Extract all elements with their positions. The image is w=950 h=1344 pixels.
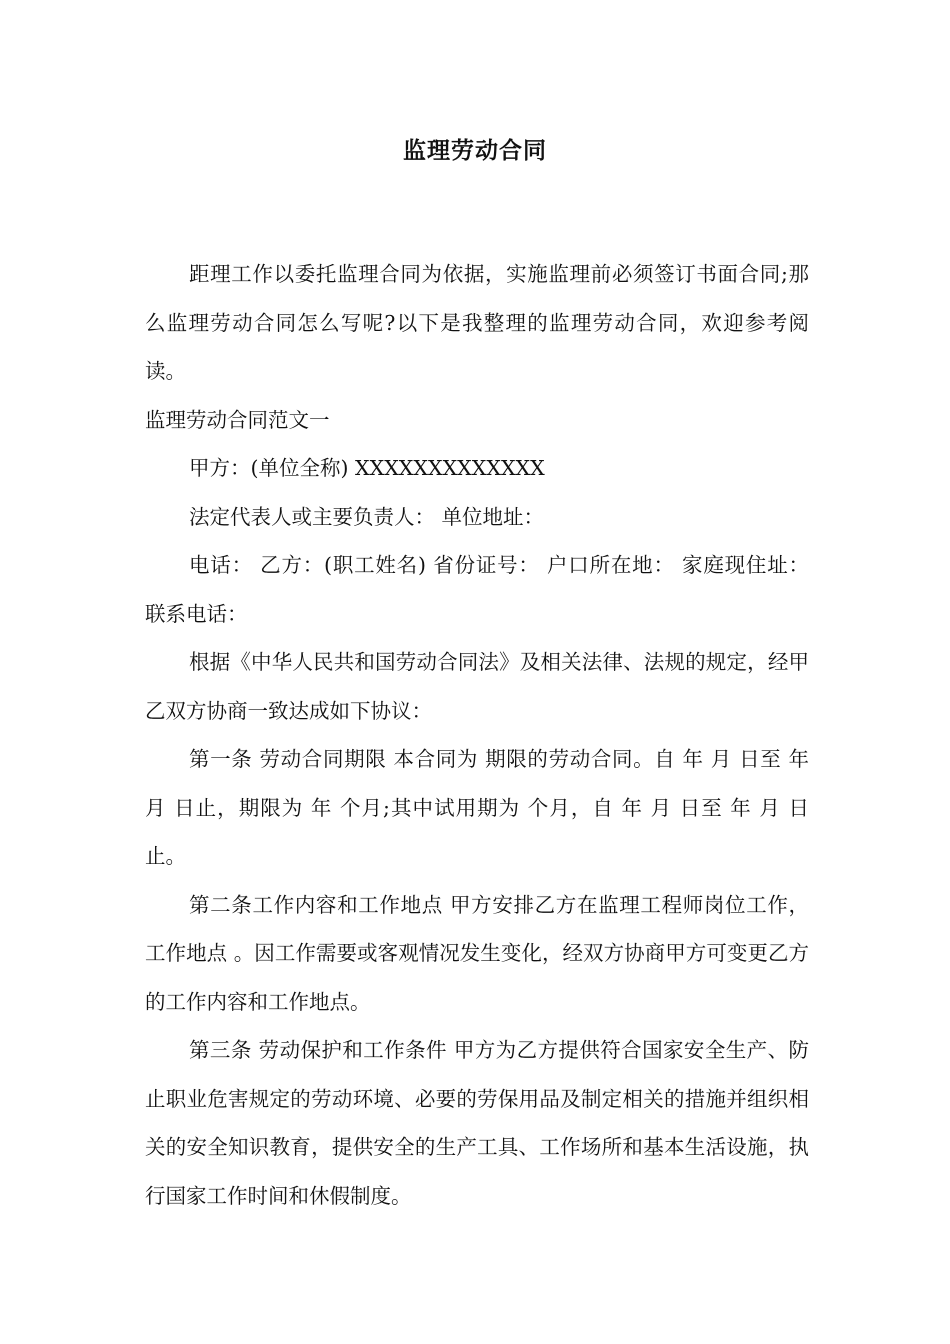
intro-paragraph: 距理工作以委托监理合同为依据，实施监理前必须签订书面合同;那么监理劳动合同怎么写呢?以下是我整理的监理劳动合同，欢迎参考阅读。	[145, 262, 809, 383]
article-3-paragraph: 第三条 劳动保护和工作条件 甲方为乙方提供符合国家安全生产、防止职业危害规定的劳动环境、必要的劳保用品及制定相关的措施并组织相关的安全知识教育，提供安全的生产工具、工作场所和基本生活设施，执行国家工作时间和休假制度。	[145, 1038, 809, 1208]
party-a-line: 甲方：(单位全称) XXXXXXXXXXXXX	[189, 456, 545, 480]
article-2-paragraph: 第二条工作内容和工作地点 甲方安排乙方在监理工程师岗位工作，工作地点 。因工作需要或客观情况发生变化，经双方协商甲方可变更乙方的工作内容和工作地点。	[145, 892, 809, 1014]
representative-line: 法定代表人或主要负责人： 单位地址：	[189, 504, 545, 529]
section-heading: 监理劳动合同范文一	[145, 407, 330, 432]
document-body	[145, 250, 809, 1220]
party-b-info-paragraph: 电话： 乙方：(职工姓名) 省份证号： 户口所在地： 家庭现住址： 联系电话：	[145, 553, 809, 626]
article-1-paragraph: 第一条 劳动合同期限 本合同为 期限的劳动合同。自 年 月 日至 年 月 日止，期限为 年 个月;其中试用期为 个月，自 年 月 日至 年 月 日止。	[145, 747, 809, 868]
document-title: 监理劳动合同	[403, 138, 547, 164]
legal-basis-paragraph: 根据《中华人民共和国劳动合同法》及相关法律、法规的规定，经甲乙双方协商一致达成如下协议：	[145, 650, 809, 723]
